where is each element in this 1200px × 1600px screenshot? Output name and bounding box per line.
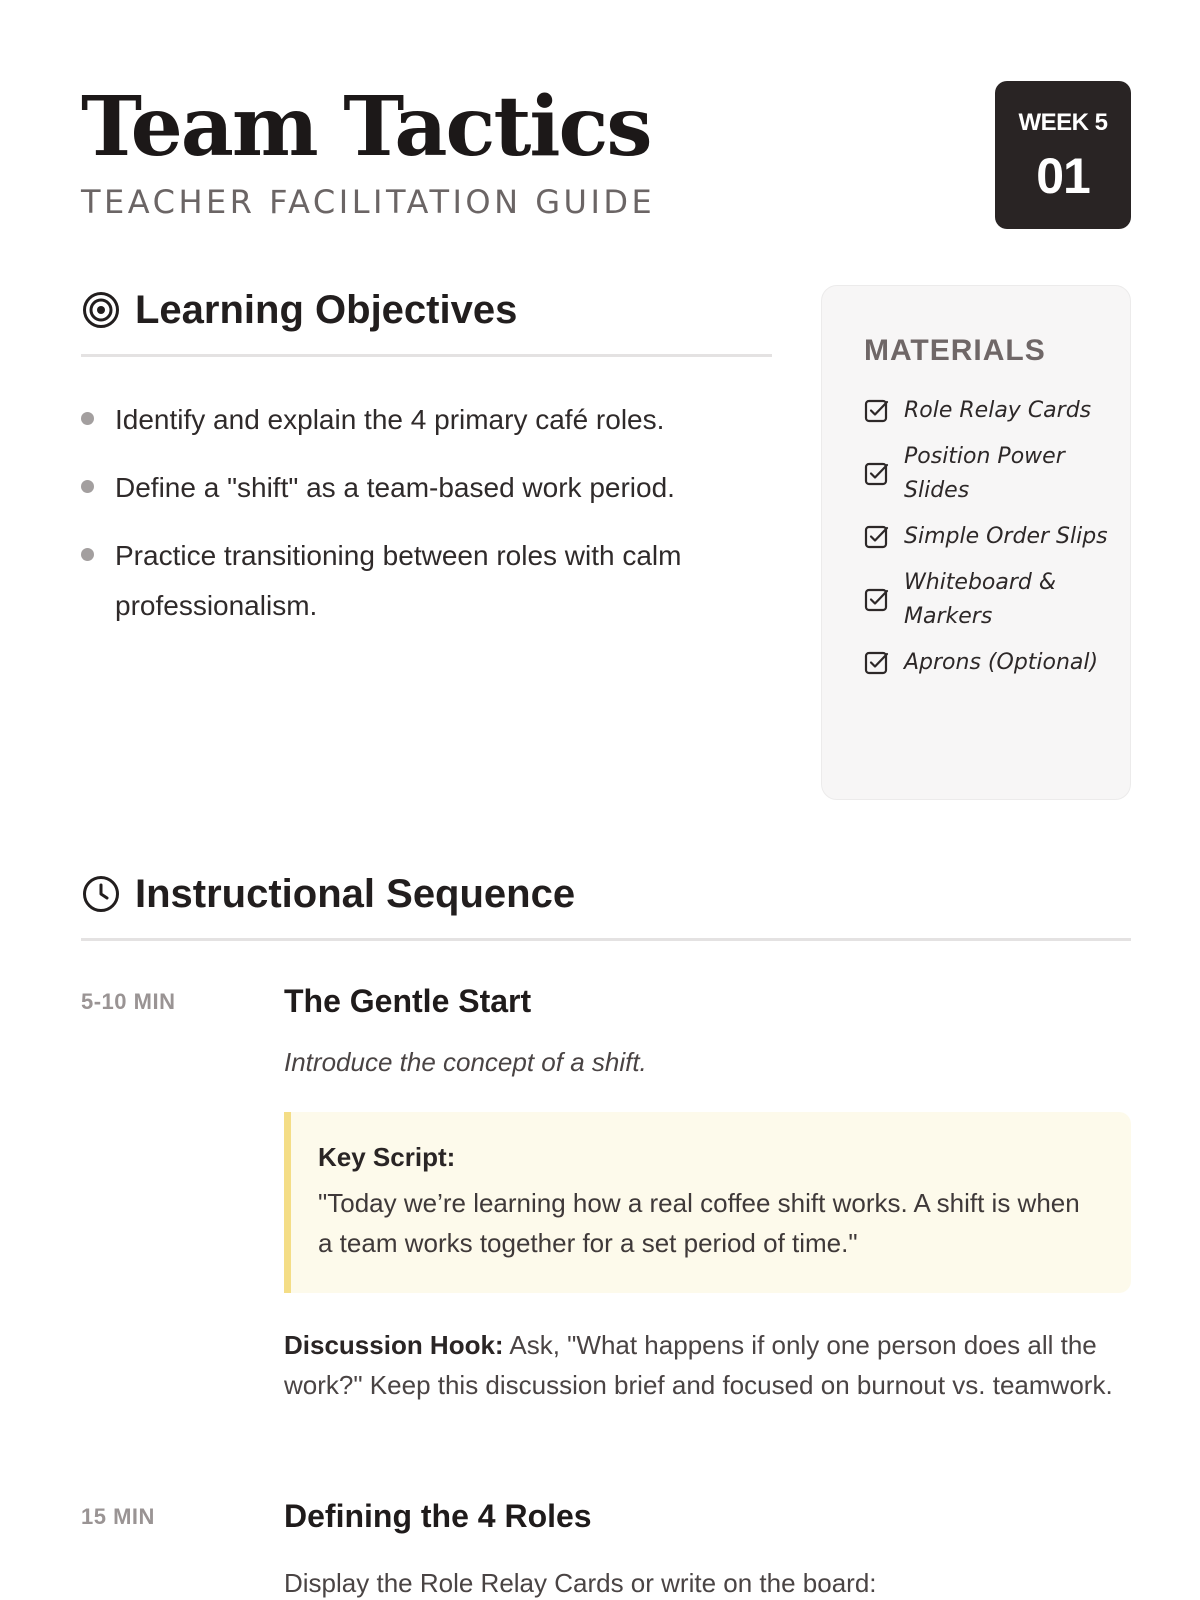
checkbox-icon xyxy=(864,650,890,676)
objectives-divider xyxy=(81,354,772,357)
step-time: 5-10 MIN xyxy=(81,989,176,1014)
step-time: 15 MIN xyxy=(81,1504,155,1529)
key-script-callout xyxy=(284,1112,1131,1293)
objectives-heading xyxy=(81,280,517,340)
objective-item: Define a "shift" as a team-based work period. xyxy=(81,463,771,513)
objective-item: Identify and explain the 4 primary café roles. xyxy=(81,395,771,445)
step-title: Defining the 4 Roles xyxy=(284,1498,592,1534)
materials-list xyxy=(864,394,1114,692)
step-title: The Gentle Start xyxy=(284,983,532,1019)
material-item: Role Relay Cards xyxy=(864,394,1114,428)
week-label: WEEK 5 xyxy=(1018,109,1108,136)
objectives-list xyxy=(81,395,771,649)
sequence-step xyxy=(284,1500,1131,1599)
page-subtitle: TEACHER FACILITATION GUIDE xyxy=(81,183,656,221)
week-badge xyxy=(995,81,1131,229)
checkbox-icon xyxy=(864,587,890,613)
bullet-dot xyxy=(81,548,94,561)
bullet-dot xyxy=(81,412,94,425)
sequence-heading-label: Instructional Sequence xyxy=(135,871,576,916)
material-item: Simple Order Slips xyxy=(864,520,1114,554)
material-item: Aprons (Optional) xyxy=(864,646,1114,680)
objectives-heading-label: Learning Objectives xyxy=(135,287,518,332)
checkbox-icon xyxy=(864,398,890,424)
material-item: Whiteboard & Markers xyxy=(864,566,1114,634)
target-icon xyxy=(81,290,121,330)
facilitation-guide-page xyxy=(81,0,1131,1600)
script-text: "Today we’re learning how a real coffee shift works. A shift is when a team works together for a set period of time." xyxy=(318,1188,1080,1258)
bullet-dot xyxy=(81,480,94,493)
script-label: Key Script: xyxy=(318,1142,456,1172)
discussion-hook xyxy=(284,1325,1131,1405)
objective-item: Practice transitioning between roles with calm professionalism. xyxy=(81,531,771,631)
sequence-divider xyxy=(81,938,1131,941)
week-number: 01 xyxy=(1036,148,1090,204)
checkbox-icon xyxy=(864,524,890,550)
material-item: Position Power Slides xyxy=(864,440,1114,508)
step-intro: Introduce the concept of a shift. xyxy=(284,1047,647,1077)
checkbox-icon xyxy=(864,461,890,487)
sequence-heading xyxy=(81,864,575,924)
sequence-step xyxy=(284,985,1131,1405)
materials-panel xyxy=(821,285,1131,800)
hook-text: Ask, "What happens if only one person does all the work?" Keep this discussion brief and focused on burnout vs. teamwork. xyxy=(284,1330,1113,1400)
clock-icon xyxy=(81,874,121,914)
hook-label: Discussion Hook: xyxy=(284,1330,504,1360)
materials-heading: MATERIALS xyxy=(864,334,1046,367)
step-intro: Display the Role Relay Cards or write on the board: xyxy=(284,1568,877,1598)
page-title: Team Tactics xyxy=(81,79,651,175)
